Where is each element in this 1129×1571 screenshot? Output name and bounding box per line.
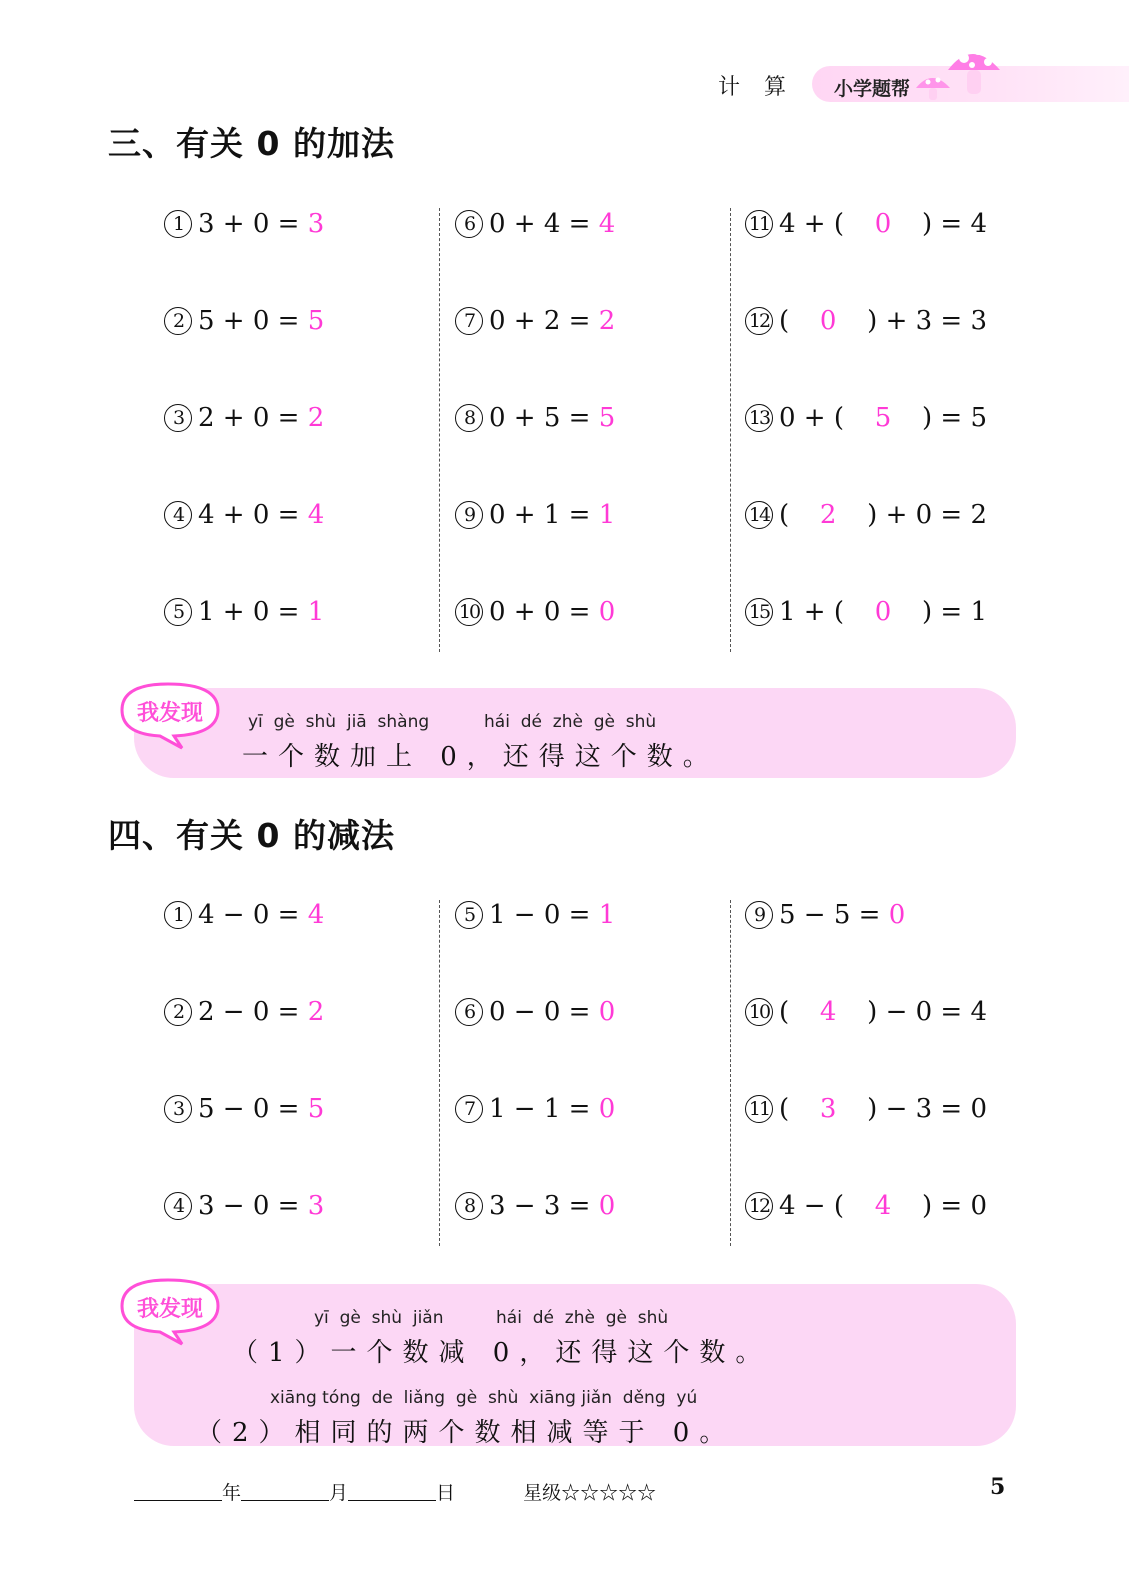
day-blank[interactable] (348, 1482, 436, 1501)
footer-date-line: 年 月 日 星级☆☆☆☆☆ (134, 1478, 656, 1505)
discovery-badge (112, 1276, 228, 1346)
exercise-item: 9 0 + 1 = 1 (455, 498, 615, 532)
star-rating[interactable]: 星级☆☆☆☆☆ (523, 1482, 657, 1504)
column-divider (730, 208, 731, 652)
exercise-item: 5 1 + 0 = 1 (164, 595, 324, 629)
rule-text: 一个数加上 0，还得这个数。 (242, 742, 719, 772)
exercise-item: 14 ( 2 ) + 0 = 2 (745, 498, 987, 532)
column-divider (439, 208, 440, 652)
exercise-item: 2 2 − 0 = 2 (164, 995, 324, 1029)
exercise-item: 3 5 − 0 = 5 (164, 1092, 324, 1126)
exercise-item: 12 ( 0 ) + 3 = 3 (745, 304, 987, 338)
exercise-item: 2 5 + 0 = 5 (164, 304, 324, 338)
pinyin-line: yī gè shù jiǎn (314, 1308, 444, 1328)
discovery-badge (112, 680, 228, 750)
exercise-item: 1 4 − 0 = 4 (164, 898, 324, 932)
month-blank[interactable] (241, 1482, 329, 1501)
mushroom-icon (912, 38, 1012, 108)
exercise-item: 6 0 + 4 = 4 (455, 207, 615, 241)
year-blank[interactable] (134, 1482, 222, 1501)
rule-text: （2）相同的两个数相减等于 0。 (196, 1418, 736, 1448)
pinyin-line: hái dé zhè gè shù (496, 1308, 669, 1328)
exercise-item: 3 2 + 0 = 2 (164, 401, 324, 435)
column-divider (439, 900, 440, 1246)
exercise-item: 4 3 − 0 = 3 (164, 1189, 324, 1223)
header-brand: 小学题帮 (834, 78, 911, 100)
exercise-item: 13 0 + ( 5 ) = 5 (745, 401, 987, 435)
exercise-item: 8 3 − 3 = 0 (455, 1189, 615, 1223)
pinyin-line: yī gè shù jiā shàng (248, 712, 430, 732)
exercise-item: 1 3 + 0 = 3 (164, 207, 324, 241)
exercise-item: 15 1 + ( 0 ) = 1 (745, 595, 987, 629)
page-number: 5 (990, 1474, 1006, 1500)
rule-text: （1）一个数减 0，还得这个数。 (232, 1338, 772, 1368)
exercise-item: 8 0 + 5 = 5 (455, 401, 615, 435)
section-title-subtraction: 四、有关 0 的减法 (108, 816, 395, 855)
exercise-item: 7 0 + 2 = 2 (455, 304, 615, 338)
exercise-item: 9 5 − 5 = 0 (745, 898, 905, 932)
exercise-item: 5 1 − 0 = 1 (455, 898, 615, 932)
exercise-item: 10 0 + 0 = 0 (455, 595, 615, 629)
discovery-badge-label: 我发现 (136, 1297, 204, 1322)
header-category: 计算 (718, 75, 811, 100)
exercise-item: 6 0 − 0 = 0 (455, 995, 615, 1029)
exercise-item: 4 4 + 0 = 4 (164, 498, 324, 532)
discovery-badge-label: 我发现 (136, 701, 204, 726)
exercise-item: 7 1 − 1 = 0 (455, 1092, 615, 1126)
column-divider (730, 900, 731, 1246)
pinyin-line: xiāng tóng de liǎng gè shù xiāng jiǎn děng yú (270, 1388, 698, 1408)
pinyin-line: hái dé zhè gè shù (484, 712, 657, 732)
section-title-addition: 三、有关 0 的加法 (108, 124, 395, 163)
exercise-item: 10 ( 4 ) − 0 = 4 (745, 995, 987, 1029)
exercise-item: 12 4 − ( 4 ) = 0 (745, 1189, 987, 1223)
exercise-item: 11 4 + ( 0 ) = 4 (745, 207, 987, 241)
exercise-item: 11 ( 3 ) − 3 = 0 (745, 1092, 987, 1126)
